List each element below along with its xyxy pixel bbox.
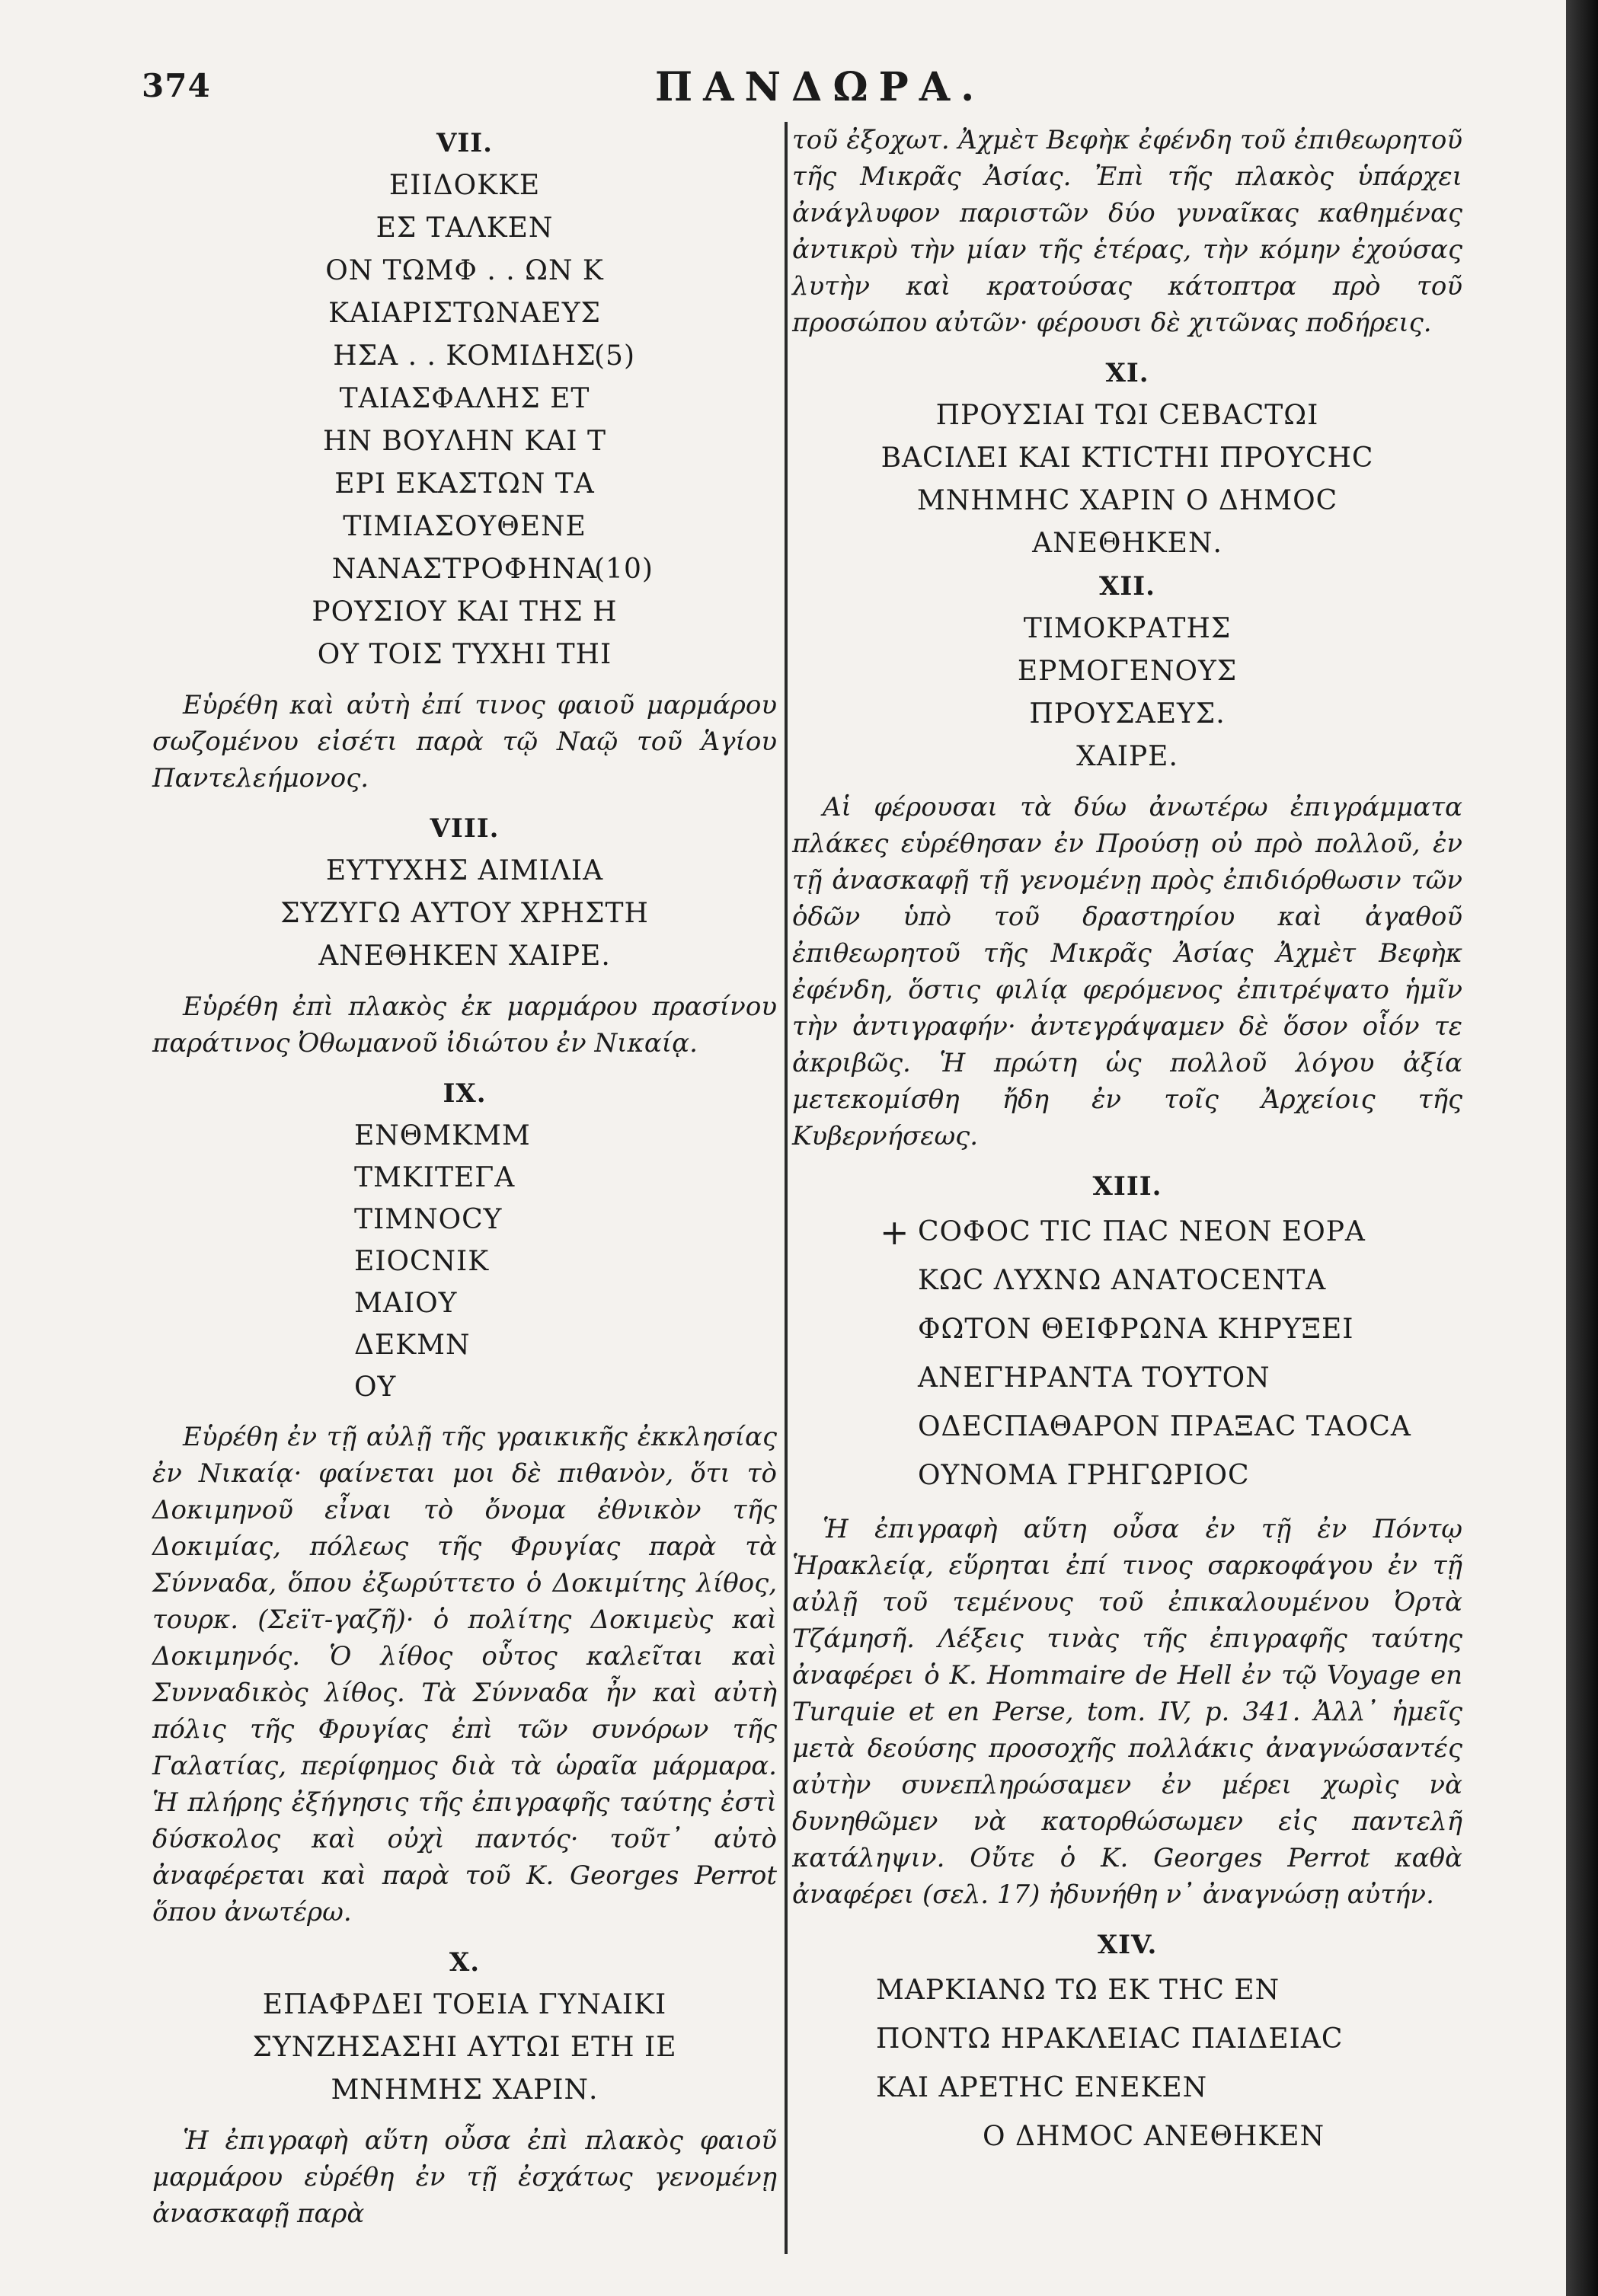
inscription-line: ΧΑΙΡΕ. — [1076, 741, 1178, 772]
inscription-line: ΠΟΝΤΩ ΗΡΑΚΛΕΙΑC ΠΑΙΔΕΙΑC — [876, 2023, 1344, 2055]
inscription-line: ΕΣ ΤΑΛΚΕΝ — [376, 212, 554, 244]
inscription-line: ΒΑCΙΛΕΙ ΚΑΙ ΚΤΙCΤΗΙ ΠΡΟΥCΗC — [880, 442, 1374, 474]
inscription-line: ΠΡΟΥΣΑΕΥΣ. — [1029, 698, 1226, 730]
inscription-xiii — [792, 1208, 1462, 1500]
commentary-xiii: Ἡ ἐπιγραφὴ αὕτη οὖσα ἐν τῇ ἐν Πόντῳ Ἡρακλείᾳ, εὕρηται ἐπί τινος σαρκοφάγου ἐν τῇ αὐλῇ τοῦ τεμένους τοῦ ἐπικαλουμένου Ὀρτὰ Τζάμησῆ. Λέξεις τινὰς τῆς ἐπιγραφῆς ταύτης ἀναφέρει ὁ Κ. Hommaire de Hell ἐν τῷ Voyage en Turquie et en Perse, tom. IV, p. 341. Ἀλλ᾽ ἡμεῖς μετὰ δεούσης προσοχῆς πολλάκις ἀναγνώσαντές αὐτὴν συνεπληρώσαμεν ἐν μέρει χωρὶς νὰ δυνηθῶμεν νὰ κατορθώσωμεν εἰς παντελῆ κατάληψιν. Οὔτε ὁ Κ. Georges Perrot καθὰ ἀναφέρει (σελ. 17) ἠδυνήθη ν᾽ ἀναγνώσῃ αὐτήν. — [792, 1514, 1462, 1910]
inscription-line-with-cross — [880, 1208, 1462, 1257]
inscription-line: ΡΟΥΣΙΟΥ ΚΑΙ ΤΗΣ Η — [312, 596, 618, 627]
inscription-line: ΤΑΙΑΣΦΑΛΗΣ ΕΤ — [339, 383, 590, 414]
inscription-line: ΟΔΕCΠΑΘΑΡΟΝ ΠΡΑΞΑC ΤΑΟCΑ — [918, 1411, 1411, 1442]
inscription-line: ΚΑΙ ΑΡΕΤΗC ΕΝΕΚΕΝ — [876, 2072, 1208, 2103]
inscription-line: CΟΦΟC ΤΙC ΠΑC ΝΕΟΝ ΕΟΡΑ — [918, 1216, 1366, 1247]
commentary-viii: Εὑρέθη ἐπὶ πλακὸς ἐκ μαρμάρου πρασίνου παράτινος Ὀθωμανοῦ ἰδιώτου ἐν Νικαίᾳ. — [152, 992, 777, 1059]
section-number-xii: XII. — [1098, 571, 1156, 602]
inscription-line: ΤΙΜΙΑΣΟΥΘΕΝΕ — [343, 511, 586, 542]
section-number-ix: IX. — [443, 1078, 487, 1109]
inscription-line: ΠΡΟΥΣΙΑΙ ΤΩΙ CΕΒΑCΤΩΙ — [935, 400, 1319, 431]
inscription-line: ΣΥΖΥΓΩ ΑΥΤΟΥ ΧΡΗΣΤΗ — [280, 898, 649, 929]
inscription-line: ΟΥ — [354, 1372, 397, 1403]
inscription-line: ΚΑΙΑΡΙΣΤΩΝΑΕΥΣ — [328, 298, 601, 329]
inscription-line: ΟΝ ΤΩΜΦ . . ΩΝ Κ — [325, 255, 604, 286]
right-column — [792, 122, 1462, 2161]
section-number-xiv: XIV. — [1097, 1930, 1158, 1960]
inscription-line: ΜΝΗΜΗΣ ΧΑΡΙΝ. — [331, 2074, 599, 2106]
section-number-x: X. — [449, 1947, 481, 1978]
inscription-line: ΗΝ ΒΟΥΛΗΝ ΚΑΙ Τ — [323, 426, 606, 457]
inscription-line: ΜΝΗΜΗC ΧΑΡΙΝ Ο ΔΗΜΟC — [916, 485, 1338, 516]
commentary-vii: Εὑρέθη καὶ αὐτὴ ἐπί τινος φαιοῦ μαρμάρου σωζομένου εἰσέτι παρὰ τῷ Ναῷ τοῦ Ἁγίου Παντελεήμονος. — [152, 690, 777, 794]
page-header — [0, 53, 1561, 114]
line-number-5: (5) — [594, 340, 635, 372]
inscription-line: ΟΥ ΤΟΙΣ ΤΥΧΗΙ ΤΗΙ — [317, 639, 612, 670]
inscription-line: ΕΥΤΥΧΗΣ ΑΙΜΙΛΙΑ — [325, 855, 604, 886]
line-number-10: (10) — [594, 554, 654, 585]
left-column — [152, 122, 777, 2243]
inscription-line: ΑΝΕΘΗΚΕΝ. — [1032, 528, 1222, 559]
inscription-line: ΔΕΚΜΝ — [354, 1330, 471, 1361]
page-edge-shadow — [1566, 0, 1598, 2296]
inscription-line: ΜΑΡΚΙΑΝΩ ΤΩ ΕΚ ΤΗC ΕΝ — [876, 1975, 1280, 2006]
inscription-line: ΤΙΜΟΚΡΑΤΗΣ — [1023, 613, 1232, 644]
inscription-xii — [792, 608, 1462, 778]
inscription-line: ΑΝΕΓΗΡΑΝΤΑ ΤΟΥΤΟΝ — [918, 1362, 1270, 1394]
section-number-vii: VII. — [436, 128, 494, 158]
inscription-line: ΣΥΝΖΗΣΑΣΗΙ ΑΥΤΩΙ ΕΤΗ ΙΕ — [252, 2032, 677, 2063]
inscription-line: ΕΙΟCΝΙΚ — [354, 1246, 490, 1277]
section-number-viii: VIII. — [430, 813, 500, 844]
journal-title: ΠΑΝΔΩΡΑ. — [655, 64, 986, 110]
inscription-line: ΦΩΤΟΝ ΘΕΙΦΡΩΝΑ ΚΗΡΥΞΕΙ — [918, 1314, 1354, 1345]
section-number-xi: XI. — [1105, 358, 1149, 388]
inscription-line: ΕΙΙΔΟΚΚΕ — [388, 170, 541, 201]
inscription-line: ΕΡΜΟΓΕΝΟΥΣ — [1017, 656, 1238, 687]
inscription-xiv — [792, 1966, 1462, 2161]
inscription-line: ΗΣΑ . . ΚΟΜΙΔΗΣ — [333, 340, 596, 372]
commentary-xii: Αἱ φέρουσαι τὰ δύω ἀνωτέρω ἐπιγράμματα πλάκες εὑρέθησαν ἐν Προύσῃ οὐ πρὸ πολλοῦ, ἐν τῇ ἀνασκαφῇ τῇ γενομένῃ πρὸς ἐπιδιόρθωσιν τῶν ὁδῶν ὑπὸ τοῦ δραστηρίου καὶ ἀγαθοῦ ἐπιθεωρητοῦ τῆς Μικρᾶς Ἀσίας Ἀχμὲτ Βεφὴκ ἐφένδη, ὅστις φιλίᾳ φερόμενος ἐπιτρέψατο ἡμῖν τὴν ἀντιγραφήν· ἀντεγράψαμεν δὲ ὅσον οἷόν τε ἀκριβῶς. Ἡ πρώτη ὡς πολλοῦ λόγου ἀξία μετεκομίσθη ἤδη ἐν τοῖς Ἀρχείοις τῆς Κυβερνήσεως. — [792, 792, 1462, 1151]
commentary-x: Ἡ ἐπιγραφὴ αὕτη οὖσα ἐπὶ πλακὸς φαιοῦ μαρμάρου εὑρέθη ἐν τῇ ἐσχάτως γενομένῃ ἀνασκαφῇ παρὰ — [152, 2125, 777, 2229]
inscription-x — [152, 1984, 777, 2112]
inscription-ix — [152, 1115, 777, 1408]
inscription-line: ΕΝΘΜΚΜΜ — [354, 1120, 531, 1151]
cross-icon: + — [880, 1212, 910, 1253]
column-divider — [785, 122, 788, 2254]
inscription-vii — [152, 164, 777, 676]
inscription-line-with-number — [152, 335, 777, 378]
inscription-line: ΚΩC ΛΥΧΝΩ ΑΝΑΤΟCΕΝΤΑ — [918, 1265, 1327, 1296]
commentary-x-continued: τοῦ ἐξοχωτ. Ἀχμὲτ Βεφὴκ ἐφένδη τοῦ ἐπιθεωρητοῦ τῆς Μικρᾶς Ἀσίας. Ἐπὶ τῆς πλακὸς ὑπάρχει ἀνάγλυφον παριστῶν δύο γυναῖκας καθημένας ἀντικρὺ τὴν μίαν τῆς ἑτέρας, τὴν κόμην ἐχούσας λυτὴν καὶ κρατούσας κάτοπτρα πρὸ τοῦ προσώπου αὐτῶν· φέρουσι δὲ χιτῶνας ποδήρεις. — [792, 125, 1462, 338]
inscription-line: ΤΙΜΝΟCΥ — [354, 1204, 503, 1235]
inscription-line-with-number — [152, 548, 777, 591]
inscription-line: ΟΥΝΟΜΑ ΓΡΗΓΩΡΙΟC — [918, 1460, 1250, 1491]
inscription-line: ΝΑΝΑΣΤΡΟΦΗΝΑ — [331, 554, 598, 585]
commentary-ix: Εὑρέθη ἐν τῇ αὐλῇ τῆς γραικικῆς ἐκκλησίας ἐν Νικαίᾳ· φαίνεται μοι δὲ πιθανὸν, ὅτι τὸ Δοκιμηνοῦ εἶναι τὸ ὄνομα ἐθνικὸν τῆς Δοκιμίας, πόλεως τῆς Φρυγίας παρὰ τὰ Σύνναδα, ὅπου ἐξωρύττετο ὁ Δοκιμίτης λίθος, τουρκ. (Σεϊτ-γαζῆ)· ὁ πολίτης Δοκιμεὺς καὶ Δοκιμηνός. Ὁ λίθος οὗτος καλεῖται καὶ Συνναδικὸς λίθος. Τὰ Σύνναδα ἦν καὶ αὐτὴ πόλις τῆς Φρυγίας ἐπὶ τῶν συνόρων τῆς Γαλατίας, περίφημος διὰ τὰ ὡραῖα μάρμαρα. Ἡ πλήρης ἐξήγησις τῆς ἐπιγραφῆς ταύτης ἐστὶ δύσκολος καὶ οὐχὶ παντός· τοῦτ᾽ αὐτὸ ἀναφέρεται καὶ παρὰ τοῦ Κ. Georges Perrot ὅπου ἀνωτέρω. — [152, 1422, 777, 1927]
inscription-viii — [152, 850, 777, 978]
inscription-line: ΕΡΙ ΕΚΑΣΤΩΝ ΤΑ — [334, 468, 595, 500]
inscription-line: ΜΑΙΟΥ — [354, 1288, 458, 1319]
inscription-line: ΤΜΚΙΤΕΓΑ — [354, 1162, 516, 1193]
inscription-line: Ο ΔΗΜΟC ΑΝΕΘΗΚΕΝ — [983, 2121, 1325, 2152]
section-number-xiii: XIII. — [1092, 1171, 1162, 1202]
page-number: 374 — [142, 67, 211, 104]
inscription-line: ΕΠΑΦΡΔΕΙ ΤΟΕΙΑ ΓΥΝΑΙΚΙ — [262, 1989, 667, 2020]
inscription-line: ΑΝΕΘΗΚΕΝ ΧΑΙΡΕ. — [318, 940, 611, 972]
inscription-xi — [792, 394, 1462, 565]
